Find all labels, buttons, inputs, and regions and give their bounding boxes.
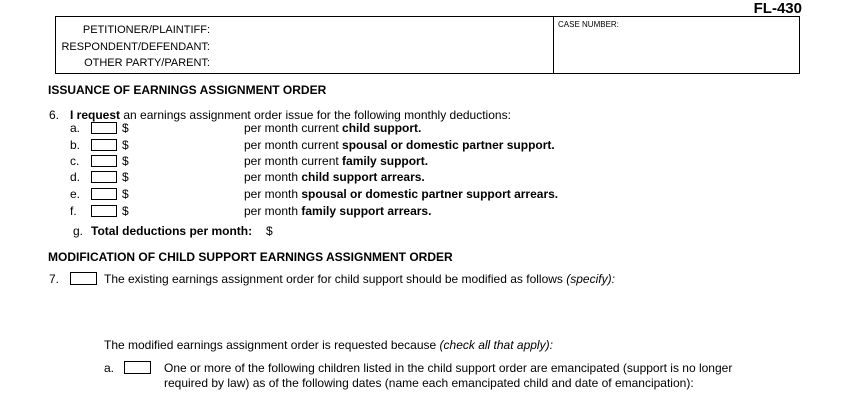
existing-order-italic: (specify): [566, 272, 615, 286]
deduction-c-bold: family support. [342, 154, 429, 168]
form-id: FL-430 [753, 0, 802, 17]
modified-order-main: The modified earnings assignment order is requested because [104, 338, 440, 352]
deduction-a-checkbox[interactable] [91, 122, 117, 134]
modification-section-title: MODIFICATION OF CHILD SUPPORT EARNINGS ASSIGNMENT ORDER [48, 250, 453, 264]
deduction-f-dollar: $ [122, 204, 129, 218]
deduction-f-label [244, 204, 431, 218]
option-a-checkbox[interactable] [124, 361, 151, 374]
existing-order-text [104, 272, 615, 286]
total-dollar: $ [266, 224, 273, 238]
petitioner-label: PETITIONER/PLAINTIFF: [82, 24, 210, 36]
deduction-e-letter: e. [70, 187, 81, 201]
item-6-number: 6. [49, 108, 60, 122]
option-a-letter: a. [104, 361, 115, 375]
deduction-b-letter: b. [70, 138, 81, 152]
existing-order-main: The existing earnings assignment order for child support should be modified as follows [104, 272, 567, 286]
deduction-e-dollar: $ [122, 187, 129, 201]
deduction-e-pre: per month [244, 187, 302, 201]
deduction-e-label [244, 187, 558, 201]
item-6-request [70, 108, 511, 122]
request-text: an earnings assignment order issue for the following monthly deductions: [120, 108, 511, 122]
deduction-c-pre: per month current [244, 154, 343, 168]
deduction-c-checkbox[interactable] [91, 155, 117, 167]
deduction-c-dollar: $ [122, 154, 129, 168]
deduction-d-checkbox[interactable] [91, 171, 117, 183]
deduction-e-bold: spousal or domestic partner support arrears. [301, 187, 559, 201]
deduction-f-letter: f. [70, 204, 77, 218]
modified-order-italic: (check all that apply): [439, 338, 553, 352]
deduction-b-label [244, 138, 555, 152]
deduction-a-bold: child support. [342, 121, 422, 135]
deduction-a-letter: a. [70, 121, 81, 135]
deduction-b-checkbox[interactable] [91, 139, 117, 151]
deduction-d-bold: child support arrears. [301, 170, 425, 184]
deduction-b-bold: spousal or domestic partner support. [342, 138, 555, 152]
option-a-line2: required by law) as of the following dates (name each emancipated child and date of emancipation): [164, 376, 694, 390]
case-number-label: CASE NUMBER: [558, 20, 619, 29]
deduction-b-pre: per month current [244, 138, 343, 152]
deduction-d-dollar: $ [122, 170, 129, 184]
deduction-b-dollar: $ [122, 138, 129, 152]
total-letter: g. [73, 224, 84, 238]
deduction-f-pre: per month [244, 204, 302, 218]
item-7-checkbox[interactable] [70, 272, 97, 285]
other-party-label: OTHER PARTY/PARENT: [84, 57, 210, 69]
deduction-a-pre: per month current [244, 121, 343, 135]
deduction-f-checkbox[interactable] [91, 205, 117, 217]
deduction-d-pre: per month [244, 170, 302, 184]
total-label: Total deductions per month: [91, 224, 253, 238]
request-bold-text: I request [70, 108, 121, 122]
issuance-section-title: ISSUANCE OF EARNINGS ASSIGNMENT ORDER [48, 83, 327, 97]
deduction-a-dollar: $ [122, 121, 129, 135]
deduction-c-letter: c. [70, 154, 80, 168]
deduction-e-checkbox[interactable] [91, 188, 117, 200]
item-7-number: 7. [49, 272, 60, 286]
option-a-line1: One or more of the following children listed in the child support order are emancipated (support is no longer [164, 361, 733, 375]
deduction-a-label [244, 121, 421, 135]
caption-divider [553, 16, 554, 74]
deduction-d-label [244, 170, 425, 184]
respondent-label: RESPONDENT/DEFENDANT: [61, 41, 210, 53]
deduction-d-letter: d. [70, 170, 81, 184]
deduction-c-label [244, 154, 428, 168]
deduction-f-bold: family support arrears. [301, 204, 432, 218]
modified-order-reason [104, 338, 553, 352]
